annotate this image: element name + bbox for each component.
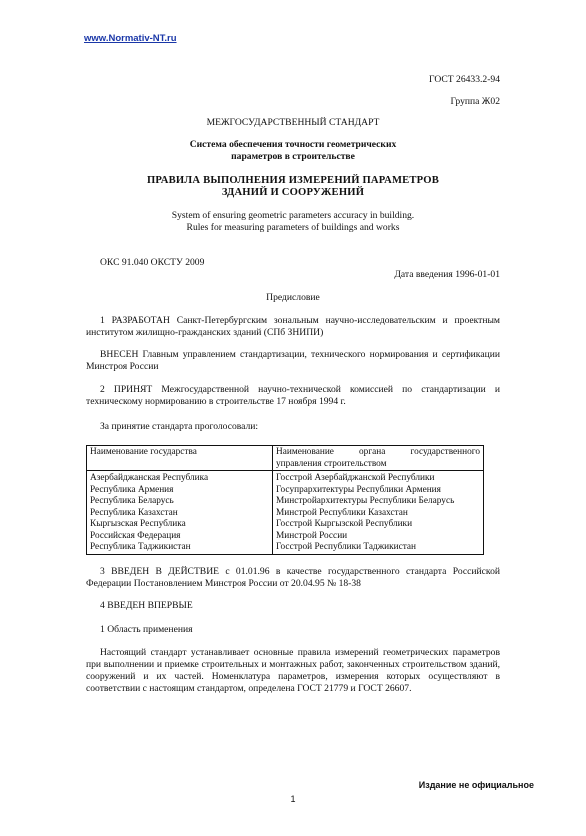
para-scope: Настоящий стандарт устанавливает основные правила измерений геометрических параметров при выполнении и приемке строительных и монтажных работ, законченных строительством зданий, сооружений и их частей. Номенклатура параметров, измерения которых осуществляют в соответствии с настоящим стандартом, определена ГОСТ 21779 и ГОСТ 26607. [86, 647, 500, 694]
authority-cell: Госстрой Азербайджанской Республики [273, 471, 484, 485]
state-cell: Азербайджанская Республика [90, 473, 209, 483]
intro-date: Дата введения 1996-01-01 [394, 269, 500, 280]
state-cell: Республика Армения [90, 484, 174, 495]
table-row [87, 508, 484, 520]
state-cell: Кыргызская Республика [90, 519, 186, 529]
para-developed: 1 РАЗРАБОТАН Санкт-Петербургским зональным научно-исследовательским и проектным институтом жилищно-гражданских зданий (СПб ЗНИПИ) [86, 315, 500, 338]
votes-intro: За принятие стандарта проголосовали: [100, 421, 259, 432]
table-row [87, 485, 484, 497]
authority-cell: Минстройархитектуры Республики Беларусь [273, 496, 484, 508]
authority-cell: Госстрой Республики Таджикистан [273, 542, 484, 554]
para-effective: 3 ВВЕДЕН В ДЕЙСТВИЕ с 01.01.96 в качестве государственного стандарта Российской Федерации Постановлением Минстроя России от 20.04.95 № 18-38 [86, 566, 500, 589]
state-cell: Республика Беларусь [90, 496, 174, 506]
system-title-line1: Система обеспечения точности геометрических [189, 139, 397, 150]
authority-cell: Госупрархитектуры Республики Армения [273, 485, 484, 497]
main-title-line2: ЗДАНИЙ И СООРУЖЕНИЙ [221, 187, 365, 198]
state-cell: Российская Федерация [90, 530, 181, 541]
authority-cell: Минстрой Республики Казахстан [273, 508, 484, 520]
table-row [87, 531, 484, 543]
english-title-line2: Rules for measuring parameters of buildings and works [186, 222, 400, 233]
header-authority: Наименование органа государственного управления строительством [273, 446, 484, 471]
para-adopted: 2 ПРИНЯТ Межгосударственной научно-технической комиссией по стандартизации и техническому нормированию в строительстве 17 ноября 1994 г. [86, 384, 500, 407]
site-link[interactable]: www.Normativ-NT.ru [84, 33, 177, 44]
page-number: 1 [290, 794, 296, 804]
table-row [87, 542, 484, 554]
standard-type: МЕЖГОСУДАРСТВЕННЫЙ СТАНДАРТ [206, 117, 380, 128]
authority-cell: Минстрой России [273, 531, 484, 543]
system-title-line2: параметров в строительстве [231, 151, 355, 162]
main-title-line1: ПРАВИЛА ВЫПОЛНЕНИЯ ИЗМЕРЕНИЙ ПАРАМЕТРОВ [146, 175, 439, 186]
votes-table [86, 445, 484, 555]
group-code: Группа Ж02 [450, 96, 500, 107]
state-cell: Республика Казахстан [90, 507, 178, 518]
doc-code: ГОСТ 26433.2-94 [429, 74, 500, 85]
para-submitted: ВНЕСЕН Главным управлением стандартизации, технического нормирования и сертификации Минстроя России [86, 349, 500, 372]
table-row [87, 496, 484, 508]
unofficial-edition-note: Издание не официальное [418, 780, 534, 790]
header-state: Наименование государства [87, 446, 273, 471]
authority-cell: Госстрой Кыргызской Республики [273, 519, 484, 531]
state-cell: Республика Таджикистан [90, 542, 191, 552]
table-row [87, 519, 484, 531]
foreword-heading: Предисловие [266, 292, 320, 303]
section-scope-heading: 1 Область применения [100, 624, 193, 635]
classification-codes: ОКС 91.040 ОКСТУ 2009 [100, 257, 205, 268]
para-first-introduced: 4 ВВЕДЕН ВПЕРВЫЕ [100, 600, 193, 611]
english-title-line1: System of ensuring geometric parameters accuracy in building. [171, 210, 415, 221]
table-row [87, 471, 484, 485]
table-header-row [87, 446, 484, 471]
